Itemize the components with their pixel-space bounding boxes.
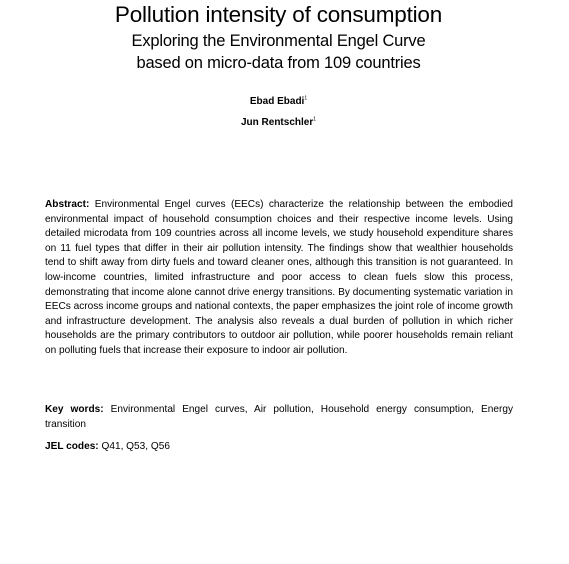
keywords-text: Environmental Engel curves, Air pollution, Household energy consumption, Energy transition [45, 404, 513, 430]
author-2 [0, 116, 557, 130]
jel-text: Q41, Q53, Q56 [101, 441, 170, 452]
author-name: Jun Rentschler [240, 117, 314, 128]
paper-subtitle-line-2: based on micro-data from 109 countries [136, 54, 421, 72]
author-name: Ebad Ebadi [249, 96, 305, 107]
author-affiliation-mark: 1 [313, 116, 317, 123]
keywords-label: Key words: [45, 404, 104, 415]
author-affiliation-mark: 1 [304, 95, 308, 102]
jel-codes [45, 440, 513, 455]
author-1 [0, 95, 557, 109]
paper-title: Pollution intensity of consumption [114, 2, 443, 27]
abstract-label: Abstract: [45, 199, 90, 210]
keywords [45, 403, 513, 432]
jel-label: JEL codes: [45, 441, 99, 452]
paper-subtitle-line-1: Exploring the Environmental Engel Curve [131, 32, 426, 50]
abstract [45, 198, 513, 359]
abstract-text: Environmental Engel curves (EECs) characterize the relationship between the embodied environmental impact of household consumption choices and their respective income levels. Using detailed microdata from 109 countries across all income levels, we study household expenditure shares on 11 fuel types that differ in their air pollution intensity. The findings show that wealthier households tend to shift away from dirty fuels and toward cleaner ones, although this transition is not guaranteed. In low-income countries, limited infrastructure and poor access to clean fuels slow this process, demonstrating that income alone cannot drive energy transitions. By documenting systematic variation in EECs across income groups and national contexts, the paper emphasizes the joint role of income growth and infrastructure development. The analysis also reveals a dual burden of pollution in which richer households are the primary contributors to outdoor air pollution, while poorer households remain reliant on polluting fuels that increase their exposure to indoor air pollution. [45, 199, 513, 356]
